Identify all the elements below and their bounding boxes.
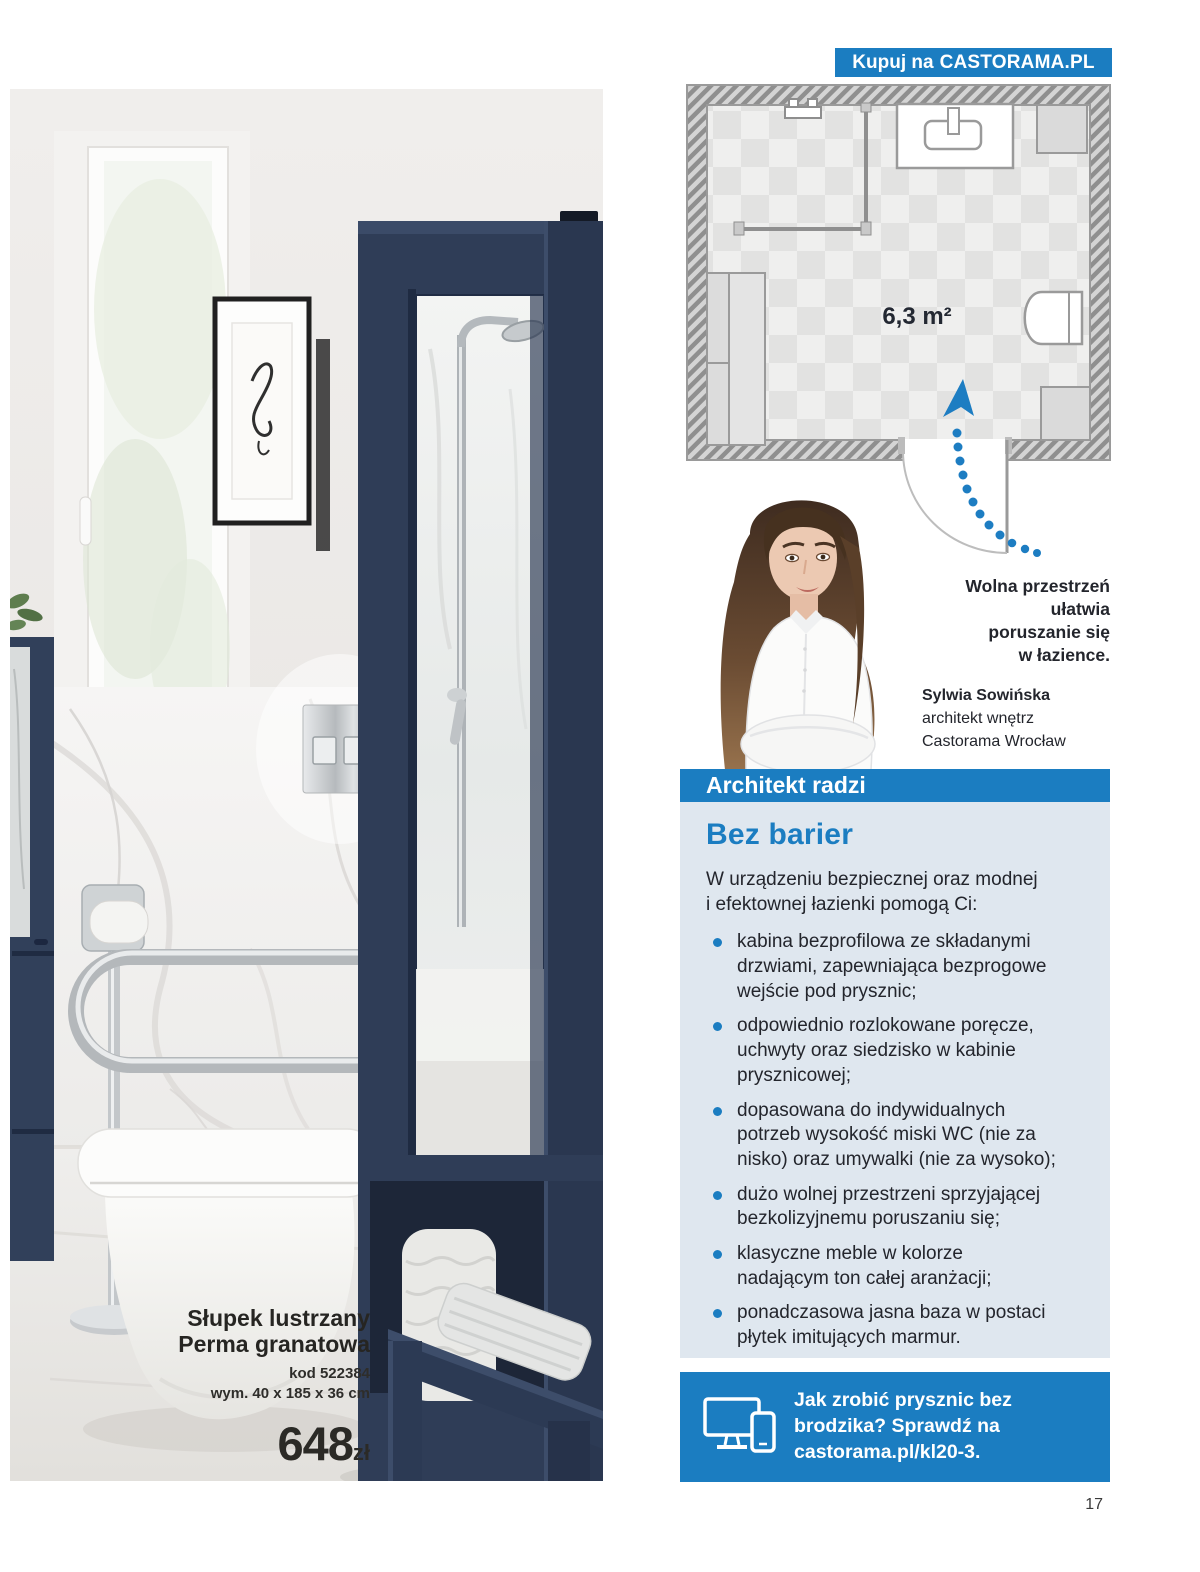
folded-arms (741, 715, 875, 770)
bullet-dot-icon (713, 1022, 722, 1031)
price-currency: zł (352, 1439, 370, 1465)
architect-store: Castorama Wrocław (922, 733, 1066, 751)
free-space-line1: Wolna przestrzeń (965, 576, 1110, 596)
shop-banner (835, 48, 1112, 77)
free-space-line4: w łazience. (1018, 645, 1110, 666)
area-label: 6,3 m² (882, 303, 952, 330)
advice-title: Bez barier (706, 818, 854, 851)
free-space-line3: poruszanie się (988, 622, 1110, 643)
washbasin-icon (897, 104, 1013, 168)
advice-bullet: kabina bezprofilowa ze składanymi drzwiami, zapewniająca bezprogowe wejście pod prysznic; (706, 930, 1086, 1004)
product-info (178, 1305, 370, 1471)
devices-icon (702, 1395, 778, 1460)
advice-banner: Architekt radzi (680, 769, 1110, 802)
free-space-note (830, 575, 1110, 667)
cta-box (680, 1372, 1110, 1482)
advice-bullet: odpowiednio rozlokowane poręcze, uchwyty oraz siedzisko w kabinie prysznicowej; (706, 1014, 1086, 1088)
bathroom-scene (10, 89, 603, 1481)
advice-bullet: klasyczne meble w kolorze nadającym ton całej aranżacji; (706, 1242, 1086, 1291)
art-frame (215, 299, 309, 523)
bullet-dot-icon (713, 1250, 722, 1259)
shop-banner-brand: CASTORAMA.PL (939, 51, 1095, 73)
bullet-dot-icon (713, 938, 722, 947)
product-price (178, 1416, 370, 1471)
cta-link: castorama.pl/kl20-3. (794, 1440, 981, 1463)
architect-credits (922, 684, 1066, 754)
advice-panel (680, 802, 1110, 1358)
free-space-line2: ułatwia (1050, 599, 1110, 620)
washer-icon (1037, 105, 1087, 153)
cabinet-leg-left (388, 1341, 422, 1481)
cabinet-leg-right (548, 1421, 590, 1481)
page-number: 17 (1085, 1496, 1103, 1513)
window-handle (80, 497, 91, 545)
cta-text: Jak zrobić prysznic bez brodzika? Sprawdź na castorama.pl/kl20-3. (794, 1388, 1012, 1465)
architect-role: architekt wnętrz (922, 710, 1035, 728)
product-name-line2: Perma granatowa (178, 1331, 370, 1358)
door-opening (903, 439, 1007, 463)
second-picture-frame (316, 339, 330, 551)
architect-name: Sylwia Sowińska (922, 687, 1051, 704)
product-dimensions: wym. 40 x 185 x 36 cm (210, 1384, 370, 1402)
shop-banner-prefix: Kupuj na (852, 51, 934, 73)
bullet-dot-icon (713, 1107, 722, 1116)
price-value: 648 (277, 1416, 353, 1470)
product-name-line1: Słupek lustrzany (187, 1305, 370, 1331)
advice-bullet-list (706, 930, 1086, 1350)
advice-bullet: ponadczasowa jasna baza w postaci płytek imitujących marmur. (706, 1301, 1086, 1350)
storage-cabinets-icon (707, 273, 765, 445)
product-code: kod 522384 (289, 1364, 370, 1382)
bullet-dot-icon (713, 1309, 722, 1318)
left-cabinet (10, 637, 54, 1261)
bullet-dot-icon (713, 1191, 722, 1200)
bottom-cabinet-icon (1041, 387, 1090, 440)
advice-intro: W urządzeniu bezpiecznej oraz modnej i efektownej łazienki pomogą Ci: (706, 869, 1038, 915)
toilet-icon (1025, 292, 1082, 344)
mirror-cabinet (340, 211, 603, 1481)
advice-bullet: dopasowana do indywidualnych potrzeb wysokość miski WC (nie za nisko) oraz umywalki (nie za wysoko); (706, 1099, 1086, 1173)
bathroom-photo (10, 89, 603, 1481)
advice-bullet: dużo wolnej przestrzeni sprzyjającej bezkolizyjnemu poruszaniu się; (706, 1183, 1086, 1232)
